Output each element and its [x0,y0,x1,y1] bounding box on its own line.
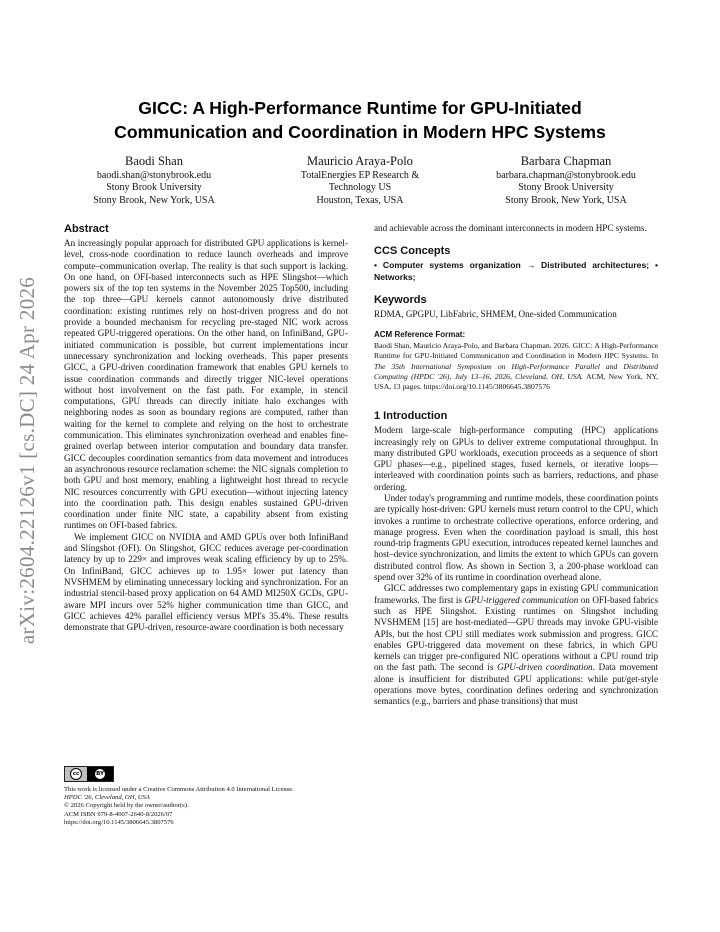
author-1 [64,154,244,207]
arxiv-stamp [4,250,52,670]
ccs-concepts-text: • Computer systems organization → Distributed architectures; • Networks; [374,260,658,282]
author-name: Baodi Shan [125,154,183,168]
author-location: Stony Brook, New York, USA [505,194,627,206]
author-email: barbara.chapman@stonybrook.edu [496,170,636,181]
introduction-paragraph-2: Under today's programming and runtime models, these coordination points are typically host-driven: GPU kernels must return control to the CPU, which invokes a runtime to orchestrate collective operations, enforce ordering, and manage progress. Even when the coordination payload is small, this host round-trip fragments GPU execution, introduces repeated kernel launches and host–device synchronization, and limits the extent to which GPUs can govern distributed control flow. As shown in Section 3, a 200-phase workload can spend over 32% of its runtime in coordination overhead alone. [374,492,658,583]
introduction-heading: 1 Introduction [374,410,448,423]
author-name: Mauricio Araya-Polo [307,154,413,168]
conference-info: HPDC '26, Cleveland, OH, USA [64,794,150,802]
introduction-paragraph-3: GICC addresses two complementary gaps in existing GPU communication frameworks. The first is GPU-triggered communication on OFI-based fabrics such as HPE Slingshot. Existing runtimes on Slingshot including NVSHMEM [15] are host-mediated—GPU threads may invoke GPU-visible APIs, but the host CPU still mediates work submission and progress. GICC enables GPU-triggered data movement on these fabrics, in which GPU kernels can trigger pre-configured NIC operations without a CPU round trip on the fast path. The second is GPU-driven coordination. Data movement alone is insufficient for distributed GPU applications: while put/get-style operations move bytes, coordination defines ordering and synchronization semantics (e.g., barriers and phase transitions) that must [374,583,659,707]
left-column [64,222,348,633]
abstract-paragraph-2: We implement GICC on NVIDIA and AMD GPUs over both InfiniBand and Slingshot (OFI). On Slingshot, GICC reduces average per-coordination latency by up to 229× and improves weak scaling efficiency by up to 25%. On InfiniBand, GICC achieves up to 1.95× lower put latency than NVSHMEM by eliminating unnecessary locking and synchronization. For an industrial stencil-based proxy application on 64 AMD MI250X GCDs, GPU-aware MPI incurs over 52% higher communication time than GICC, and GICC achieves 42% parallel efficiency versus MPI's 35.4%. These results demonstrate that GPU-driven, resource-aware coordination is both necessary [64,531,348,633]
author-3 [476,154,656,207]
isbn-line: ACM ISBN 979-8-4007-2640-8/2026/07 [64,810,173,818]
doi-link[interactable]: https://doi.org/10.1145/3806645.3807576 [64,818,174,826]
paper-title [64,96,656,144]
author-block [64,154,656,207]
title-line-2: Communication and Coordination in Modern HPC Systems [114,122,606,142]
author-name: Barbara Chapman [520,154,612,168]
author-location: Houston, Texas, USA [316,194,404,206]
cc-icon: cc [65,767,87,781]
keywords-text: RDMA, GPGPU, LibFabric, SHMEM, One-sided Communication [374,308,617,319]
author-affiliation: Stony Brook University [106,182,202,194]
author-email: baodi.shan@stonybrook.edu [96,170,212,181]
license-statement: This work is licensed under a Creative Commons Attribution 4.0 International License. [64,786,294,793]
abstract-heading: Abstract [64,223,109,235]
acm-reference-text: Baodi Shan, Mauricio Araya-Polo, and Barbara Chapman. 2026. GICC: A High-Performance Runtime for GPU-Initiated Communication and Coordination in Modern HPC Systems. In The 35th International Symposium on High-Performance Parallel and Distributed Computing (HPDC '26), July 13–16, 2026, Cleveland, OH, USA. ACM, New York, NY, USA, 13 pages. https://doi.org/10.1145/3806645.3807576 [374,341,658,391]
abstract-continuation: and achievable across the dominant interconnects in modern HPC systems. [374,223,647,233]
author-location: Stony Brook, New York, USA [93,194,215,206]
title-line-1: GICC: A High-Performance Runtime for GPU-Initiated [138,98,582,118]
author-2 [270,154,450,207]
copyright-line: © 2026 Copyright held by the owner/author(s). [64,802,189,810]
arxiv-identifier: arXiv:2604.22126v1 [cs.DC] 24 Apr 2026 [15,276,40,644]
license-block [64,766,348,827]
right-column [374,223,658,708]
author-affiliation-line-1: TotalEnergies EP Research & [300,170,420,181]
author-affiliation-line-2: Technology US [328,182,392,194]
abstract-paragraph-1: An increasingly popular approach for distributed GPU applications is kernel-level, cross-node coordination to reduce launch overheads and improve compute–communication overlap. The reality is that such support is lacking. On one hand, on OFI-based interconnects such as HPE Slingshot—which powers six of the top ten systems in the November 2025 Top500, including the top three—GPU kernels cannot autonomously drive distributed coordination: existing runtimes rely on host-driven progress and do not provide a bounded mechanism for recycling pre-staged NIC work across repeated GPU-triggered operations. On the other hand, on InfiniBand, GPU-initiated communication is possible, but current implementations incur unnecessary synchronization and locking overheads. This paper presents GICC, a GPU-driven coordination framework that enables GPU kernels to issue coordination commands and directly trigger NIC-level operations without host involvement on the fast path. For example, in stencil computations, GPU threads can directly initiate halo exchanges with neighboring nodes as soon as boundary regions are computed, rather than waiting for the kernel to complete and relying on the host to orchestrate communication. This eliminates synchronization overhead and enables fine-grained overlap between interior computation and boundary data transfer. GICC decouples coordination semantics from data movement and introduces an asynchronous resource reclamation scheme: the NIC signals completion to both GPU and host memory, enabling a lightweight host thread to recycle NIC resources concurrently with GPU execution—without injecting latency into the coordination path. This design enables sustained GPU-driven coordination under finite NIC state, a capability absent from existing runtimes on OFI-based fabrics. [64,238,348,531]
author-affiliation: Stony Brook University [518,182,614,194]
ccs-concepts-heading: CCS Concepts [374,245,451,258]
by-icon: BY [87,767,113,781]
keywords-heading: Keywords [374,293,427,306]
acm-reference-heading: ACM Reference Format: [374,330,466,340]
introduction-paragraph-1: Modern large-scale high-performance computing (HPC) applications increasingly rely on GPUs to deliver extreme computational throughput. In many distributed GPU workloads, execution proceeds as a sequence of short GPU phases—e.g., pipelined stages, fused kernels, or iterative loops—interleaved with coordination points such as barriers, reductions, and phase ordering. [374,425,658,492]
cc-by-license-badge[interactable] [64,766,114,782]
